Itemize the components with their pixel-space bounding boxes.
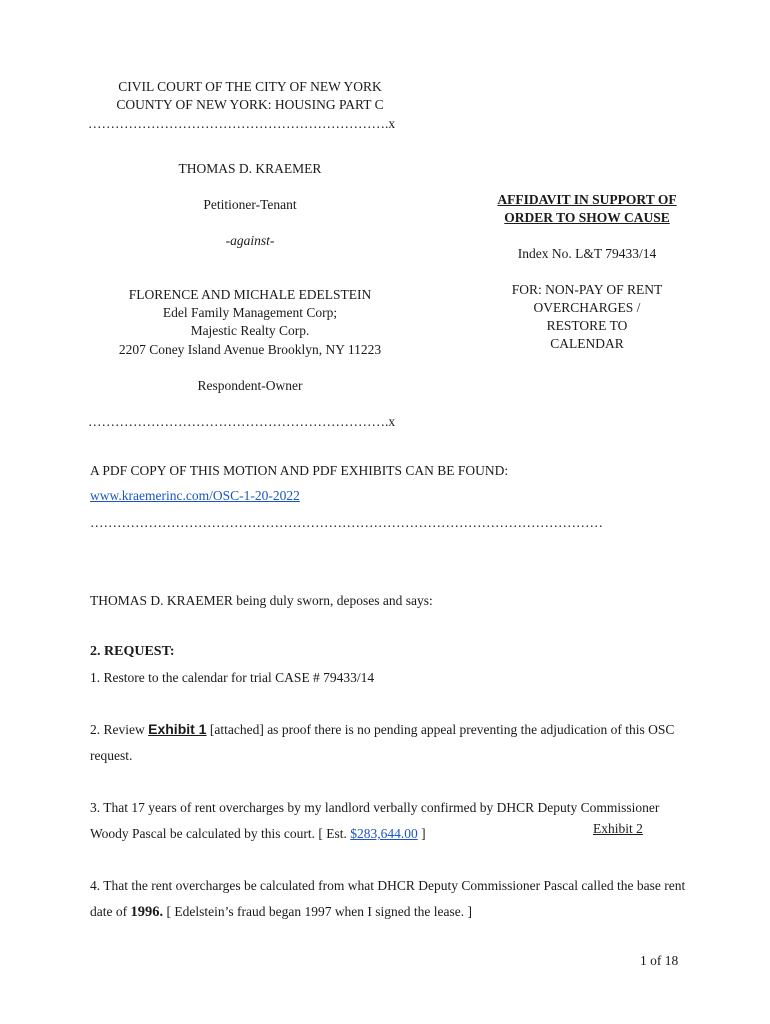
item4-rest: [ Edelstein’s fraud began 1997 when I signed the lease. ] [163, 904, 473, 919]
overcharge-amount-link[interactable]: $283,644.00 [350, 826, 418, 841]
sworn-statement: THOMAS D. KRAEMER being duly sworn, deposes and says: [90, 593, 433, 608]
respondent-line2: Edel Family Management Corp; [162, 305, 338, 320]
caption-separator-top: ………………………………………………………….x [88, 116, 396, 131]
respondent-role: Respondent-Owner [197, 378, 303, 393]
court-name-line2: COUNTY OF NEW YORK: HOUSING PART C [116, 97, 384, 112]
item2-prefix: 2. Review [90, 722, 149, 737]
exhibit-2-link[interactable]: Exhibit 2 [593, 821, 643, 836]
against-label: -against- [225, 233, 275, 248]
for-line3: RESTORE TO [546, 318, 628, 333]
request-item-1: 1. Restore to the calendar for trial CASE # 79433/14 [90, 670, 375, 685]
request-heading: 2. REQUEST: [90, 644, 175, 659]
document-title-line1: AFFIDAVIT IN SUPPORT OF [497, 192, 677, 207]
item2-text: [attached] as proof there is no pending appeal preventing the adjudication of this OSC request. [90, 722, 675, 763]
pdf-notice: A PDF COPY OF THIS MOTION AND PDF EXHIBITS CAN BE FOUND: [90, 463, 509, 478]
page-number: 1 of 18 [640, 953, 679, 968]
petitioner-name: THOMAS D. KRAEMER [178, 161, 322, 176]
notice-separator: …………………………………………………………………………………………………… [90, 515, 603, 530]
item3-close: ] [417, 826, 426, 841]
respondent-line3: Majestic Realty Corp. [190, 323, 310, 338]
request-item-4 [90, 873, 690, 925]
base-rent-year: 1996. [130, 904, 164, 920]
document-title-line2: ORDER TO SHOW CAUSE [504, 210, 670, 225]
caption-separator-bottom: ………………………………………………………….x [88, 414, 396, 429]
respondent-line1: FLORENCE AND MICHALE EDELSTEIN [128, 287, 372, 302]
respondent-address: 2207 Coney Island Avenue Brooklyn, NY 11223 [118, 342, 382, 357]
item3-text: 3. That 17 years of rent overcharges by my landlord verbally confirmed by DHCR Deputy Commissioner Woody Pascal be calculated by this court. [ Est. [90, 800, 660, 841]
request-item-2 [90, 716, 690, 769]
item4-text: 4. That the rent overcharges be calculated from what DHCR Deputy Commissioner Pascal called the base rent date of [90, 878, 686, 919]
petitioner-role: Petitioner-Tenant [203, 197, 297, 212]
exhibit-1-link[interactable]: Exhibit 1 [148, 721, 207, 737]
index-number: Index No. L&T 79433/14 [517, 246, 657, 261]
for-line4: CALENDAR [550, 336, 624, 351]
court-name-line1: CIVIL COURT OF THE CITY OF NEW YORK [118, 79, 382, 94]
pdf-link[interactable]: www.kraemerinc.com/OSC-1-20-2022 [90, 488, 300, 503]
for-line1: FOR: NON-PAY OF RENT [511, 282, 663, 297]
for-line2: OVERCHARGES / [533, 300, 641, 315]
